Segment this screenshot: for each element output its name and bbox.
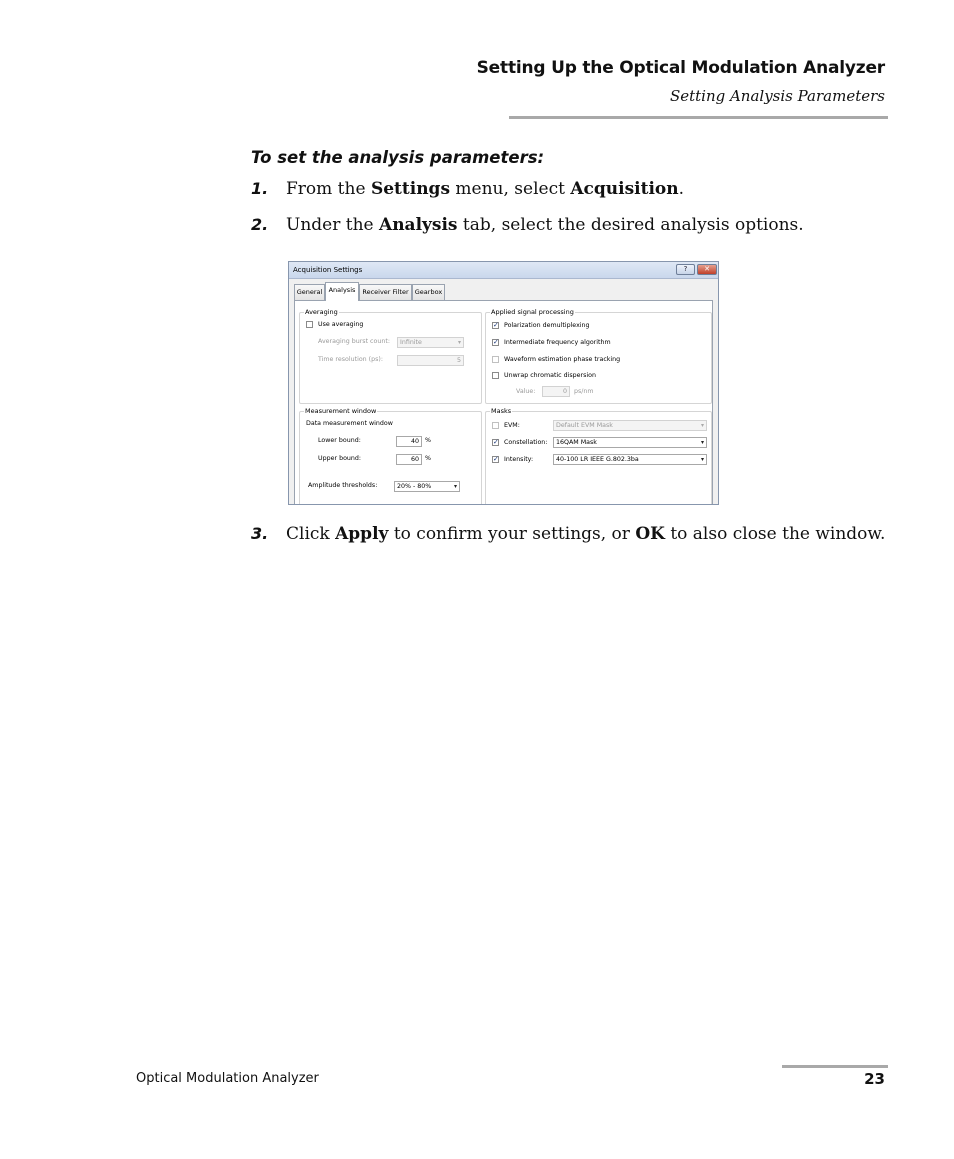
analysis-tab-panel — [294, 300, 713, 505]
tab-analysis[interactable]: Analysis — [325, 282, 359, 301]
lower-bound-label: Lower bound: — [318, 437, 361, 444]
group-label: Applied signal processing — [491, 308, 574, 316]
chevron-down-icon: ▾ — [457, 339, 461, 346]
tab-general[interactable]: General — [294, 284, 325, 300]
option-label: Polarization demultiplexing — [504, 322, 590, 329]
step-number: 2. — [251, 215, 269, 234]
use-averaging-checkbox[interactable] — [306, 321, 313, 328]
if-algorithm-checkbox[interactable]: ✓ — [493, 338, 499, 346]
group-label: Averaging — [305, 308, 338, 316]
step-text: Under the Analysis tab, select the desired analysis options. — [286, 215, 804, 235]
help-button[interactable] — [676, 264, 695, 275]
step-text: From the Settings menu, select Acquisition. — [286, 179, 685, 199]
evm-checkbox[interactable] — [492, 422, 499, 429]
dialog-title: Acquisition Settings — [293, 266, 363, 274]
percent-unit: % — [425, 437, 431, 444]
chevron-down-icon: ▾ — [453, 483, 457, 490]
amplitude-thresholds-select[interactable]: 20% - 80% ▾ — [394, 481, 460, 492]
time-resolution-input[interactable]: 5 — [397, 355, 464, 366]
upper-bound-label: Upper bound: — [318, 455, 362, 462]
tab-receiver-filter[interactable]: Receiver Filter — [359, 284, 412, 300]
group-label: Masks — [491, 407, 512, 415]
dialog-titlebar — [289, 262, 718, 279]
measurement-window-group — [299, 407, 482, 505]
help-icon: ? — [683, 265, 688, 273]
option-label: Unwrap chromatic dispersion — [504, 372, 596, 379]
tab-gearbox[interactable]: Gearbox — [412, 284, 445, 300]
page-number: 23 — [864, 1070, 885, 1088]
waveform-phase-tracking-checkbox[interactable] — [492, 356, 499, 363]
running-header-subtitle: Setting Analysis Parameters — [669, 87, 885, 105]
use-averaging-label: Use averaging — [318, 321, 364, 328]
time-resolution-label: Time resolution (ps): — [318, 356, 383, 363]
running-header-title: Setting Up the Optical Modulation Analyzer — [476, 58, 885, 78]
chevron-down-icon: ▾ — [700, 456, 704, 463]
polarization-demux-checkbox[interactable]: ✓ — [493, 321, 499, 329]
masks-group — [485, 407, 712, 505]
close-button[interactable] — [697, 264, 717, 275]
lower-bound-input[interactable]: 40 — [396, 436, 422, 447]
dispersion-value-input[interactable]: 0 — [542, 386, 570, 397]
burst-count-select[interactable]: Infinite ▾ — [397, 337, 464, 348]
upper-bound-input[interactable]: 60 — [396, 454, 422, 465]
header-rule — [509, 116, 888, 119]
unwrap-dispersion-checkbox[interactable] — [492, 372, 499, 379]
step-text: Click Apply to confirm your settings, or OK to also close the window. — [286, 524, 886, 544]
chevron-down-icon: ▾ — [700, 439, 704, 446]
footer-document-title: Optical Modulation Analyzer — [136, 1071, 319, 1086]
option-label: Waveform estimation phase tracking — [504, 356, 621, 363]
step-number: 1. — [251, 179, 269, 198]
data-window-label: Data measurement window — [306, 420, 393, 427]
constellation-checkbox[interactable]: ✓ — [493, 438, 499, 446]
burst-count-label: Averaging burst count: — [318, 338, 390, 345]
procedure-heading: To set the analysis parameters: — [251, 148, 545, 167]
constellation-mask-select[interactable]: 16QAM Mask ▾ — [553, 437, 707, 448]
signal-processing-group — [485, 308, 712, 404]
intensity-checkbox[interactable]: ✓ — [493, 455, 499, 463]
averaging-group — [299, 308, 482, 404]
percent-unit: % — [425, 455, 431, 462]
group-label: Measurement window — [305, 407, 377, 415]
acquisition-settings-dialog — [288, 261, 719, 505]
footer-rule — [782, 1065, 888, 1068]
dispersion-unit: ps/nm — [574, 388, 594, 395]
dispersion-value-label: Value: — [516, 388, 536, 395]
step-number: 3. — [251, 524, 269, 543]
evm-label: EVM: — [504, 422, 520, 429]
close-icon: ✕ — [704, 265, 710, 273]
constellation-label: Constellation: — [504, 439, 548, 446]
option-label: Intermediate frequency algorithm — [504, 339, 611, 346]
amplitude-thresholds-label: Amplitude thresholds: — [308, 482, 378, 489]
intensity-label: Intensity: — [504, 456, 534, 463]
chevron-down-icon: ▾ — [700, 422, 704, 429]
evm-mask-select[interactable]: Default EVM Mask ▾ — [553, 420, 707, 431]
intensity-mask-select[interactable]: 40-100 LR IEEE G.802.3ba ▾ — [553, 454, 707, 465]
